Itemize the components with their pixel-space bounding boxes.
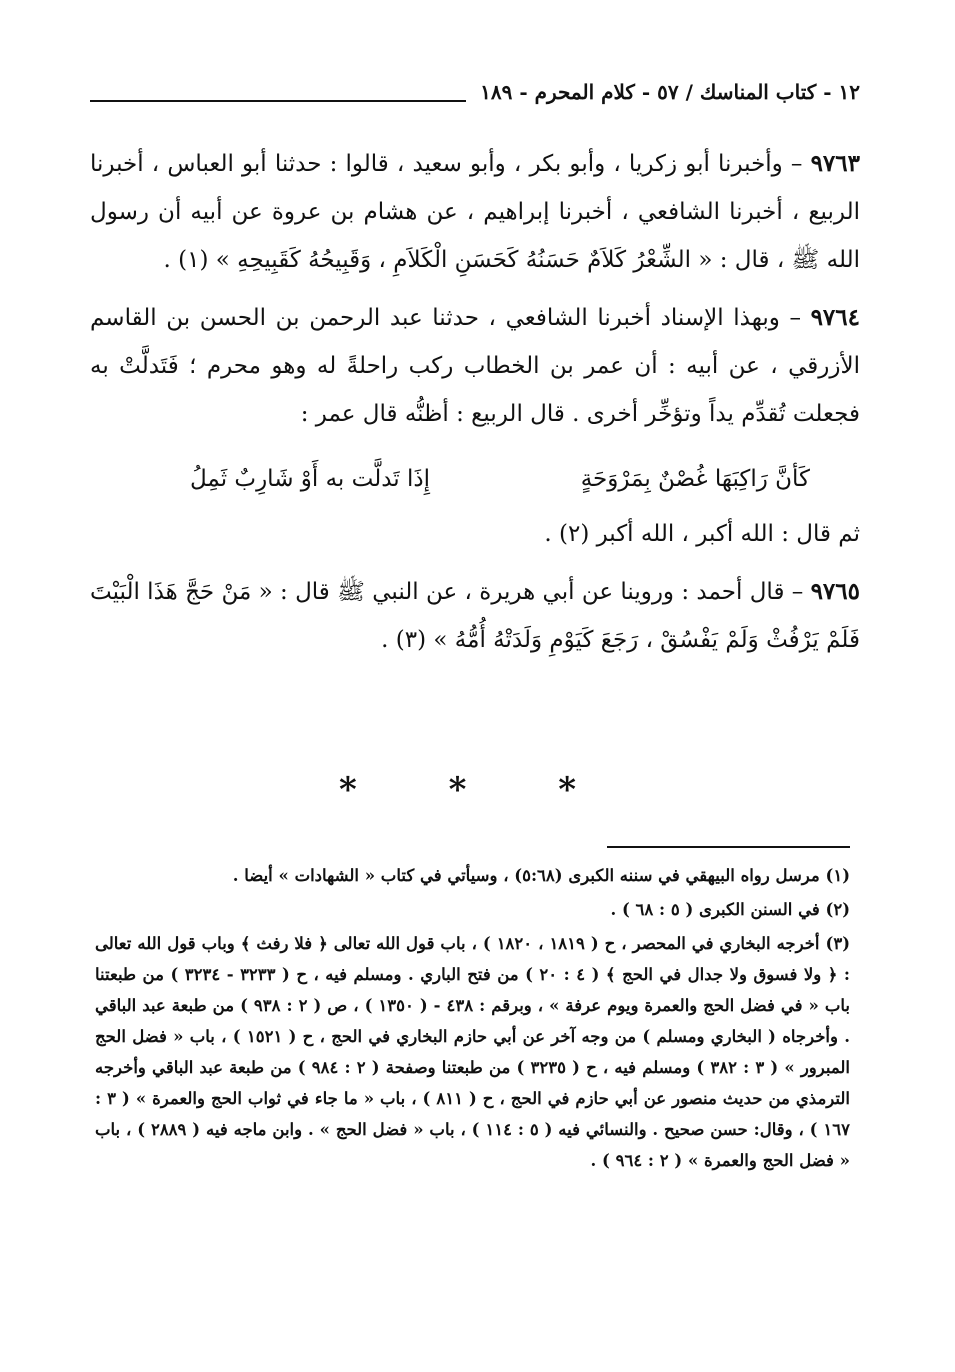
hadith-paragraph xyxy=(90,568,860,664)
hadith-number: ٩٧٦٥ xyxy=(810,578,860,605)
footnotes xyxy=(95,860,850,1179)
hadith-text: – وأخبرنا أبو زكريا ، وأبو بكر ، وأبو سعيد ، قالوا : حدثنا أبو العباس ، أخبرنا الربيع ، أخبرنا الشافعي ، أخبرنا إبراهيم ، عن هشام بن عروة عن أبيه أن رسول الله ﷺ ، قال : « الشِّعْرُ كَلاَمٌ حَسَنُهُ كَحَسَنِ الْكَلاَمِ ، وَقَبِيحُهُ كَقَبِيحِهِ » (١) . xyxy=(90,151,860,273)
poetry-verse xyxy=(90,448,860,510)
hadith-text: – قال أحمد : وروينا عن أبي هريرة ، عن النبي ﷺ قال : « مَنْ حَجَّ هَذَا الْبَيْتَ فَلَمْ يَرْفُثْ وَلَمْ يَفْسُقْ ، رَجَعَ كَيَوْمِ وَلَدَتْهُ أُمُّهُ » (٣) . xyxy=(90,579,860,653)
footnote-rule xyxy=(607,846,850,848)
section-separator: * * * xyxy=(338,770,616,810)
footnote: (١) مرسل رواه البيهقي في سننه الكبرى (٥:٦٨) ، وسيأتي في كتاب « الشهادات » أيضا . xyxy=(232,866,850,885)
running-head-text: ١٢ - كتاب المناسك / ٥٧ - كلام المحرم - ١٨٩ xyxy=(480,80,860,104)
footnote: (٢) في السنن الكبرى ( ٥ : ٦٨ ) . xyxy=(610,900,850,919)
hadith-paragraph xyxy=(90,294,860,438)
hadith-text: – وبهذا الإسناد أخبرنا الشافعي ، حدثنا عبد الرحمن بن الحسن بن القاسم الأزرقي ، عن أبيه : أن عمر بن الخطاب ركب راحلةً له وهو محرم ؛ فَتَدلَّتْ به فجعلت تُقدِّم يداً وتؤخِّر أخرى . قال الربيع : أظنُّه قال عمر : xyxy=(90,305,860,427)
hadith-paragraph xyxy=(90,140,860,284)
hadith-number: ٩٧٦٤ xyxy=(810,304,860,331)
verse-hemistich-first: كَأنَّ رَاكِبَهَا غُصْنٌ بِمَرْوَحَةٍ xyxy=(580,466,810,492)
running-head xyxy=(90,72,860,112)
verse-hemistich-second: إِذَا تَدلَّت به أَوْ شَارِبٌ ثَمِلُ xyxy=(190,466,431,492)
running-head-rule xyxy=(90,100,466,102)
main-text xyxy=(90,140,860,674)
footnote: (٣) أخرجه البخاري في المحصر ، ح ( ١٨١٩ ، ١٨٢٠ ) ، باب قول الله تعالى ﴿ فلا رفث ﴾ وباب قول الله تعالى : ﴿ ولا فسوق ولا جدال في الحج ﴾ ( ٤ : ٢٠ ) من فتح الباري . ومسلم فيه ، ح ( ٣٢٣٣ - ٣٢٣٤ ) من طبعتنا باب « في فضل الحج والعمرة ويوم عرفة » ، وبرقم : ٤٣٨ - ( ١٣٥٠ ) ، ص ( ٢ : ٩٣٨ ) من طبعة عبد الباقي . وأخرجاه ( البخاري ومسلم ) من وجه آخر عن أبي حازم البخاري في الحج ، ح ( ١٥٢١ ) ، باب « فضل الحج المبرور » ( ٣ : ٣٨٢ ) ومسلم فيه ، ح ( ٣٢٣٥ ) من طبعتنا وصفحة ( ٢ : ٩٨٤ ) من طبعة عبد الباقي وأخرجه الترمذي من حديث منصور عن أبي حازم في الحج ، ح ( ٨١١ ) ، باب « ما جاء في ثواب الحج والعمرة » ( ٣ : ١٦٧ ) ، وقال: حسن صحيح . والنسائي فيه ( ٥ : ١١٤ ) ، باب « فضل الحج » . وابن ماجه فيه ( ٢٨٨٩ ) ، باب « فضل الحج والعمرة » ( ٢ : ٩٦٤ ) . xyxy=(95,934,851,1170)
after-verse-line: ثم قال : الله أكبر ، الله أكبر (٢) . xyxy=(544,521,860,547)
hadith-number: ٩٧٦٣ xyxy=(810,150,860,177)
